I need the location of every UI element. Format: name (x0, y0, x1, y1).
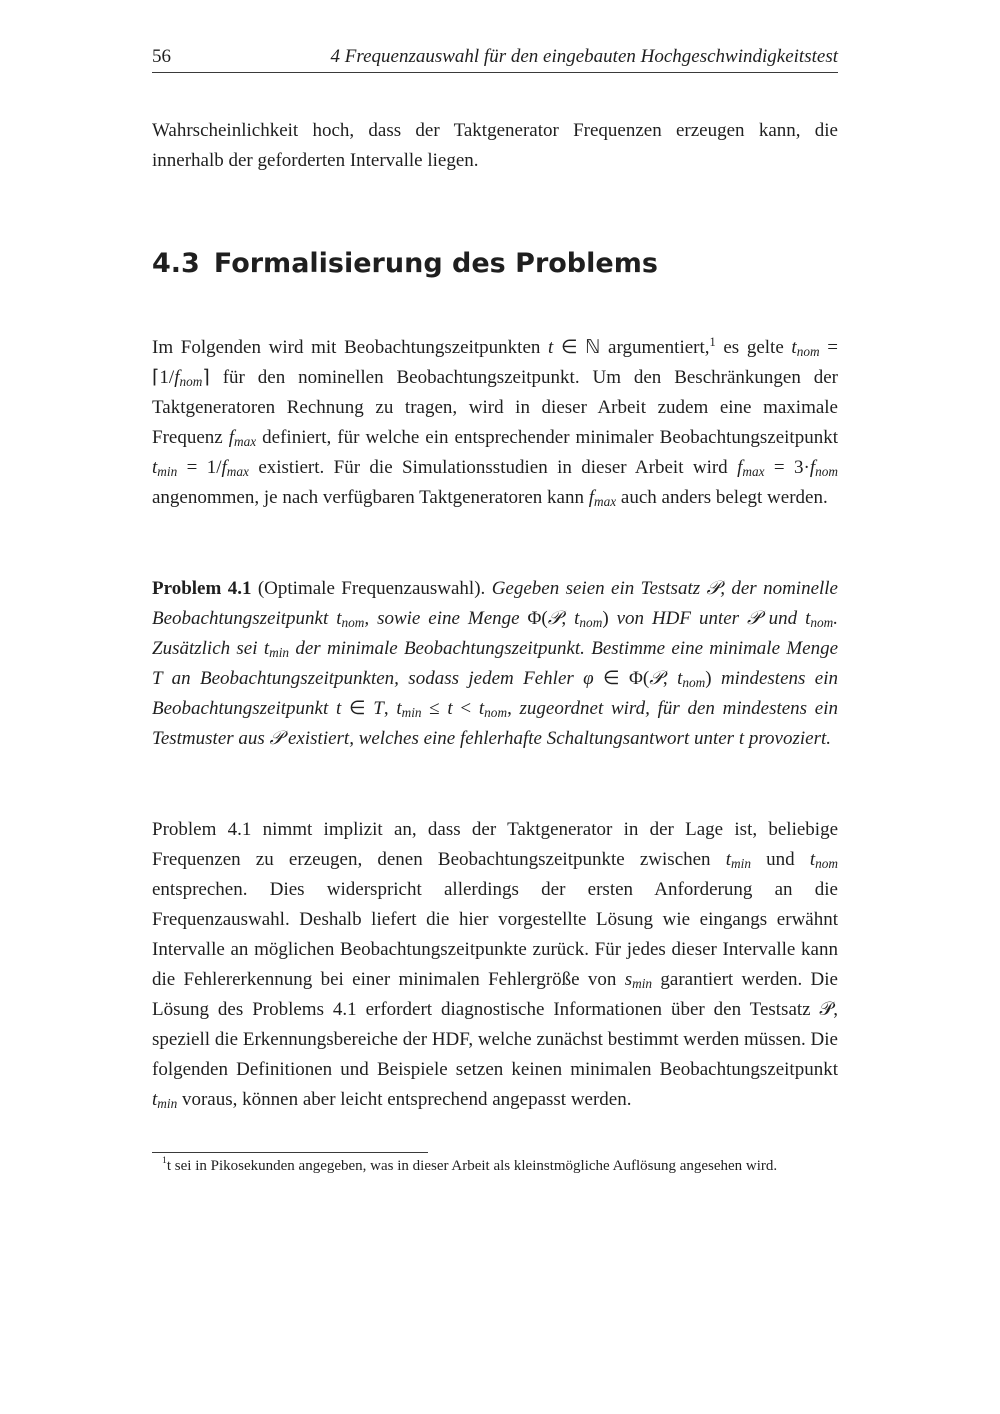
footnote (152, 1156, 860, 1177)
problem-name: (Optimale Frequenzauswahl). (257, 578, 486, 599)
footnote-number: 1 (162, 1155, 167, 1166)
running-title: 4 Frequenzauswahl für den eingebauten Hochgeschwindigkeitstest (330, 46, 838, 67)
intro-line-1: Wahrscheinlichkeit hoch, dass der Taktgenerator Frequenzen erzeugen kann, die (152, 120, 838, 141)
problem-statement: Problem 4.1 (Optimale Frequenzauswahl). Gegeben seien ein Testsatz 𝒫, der nominelle Beobachtungszeitpunkt $t_{nom}$, sowie eine Menge Φ(𝒫, $t_{nom}$) von HDF unter 𝒫 und $t_{nom}$. Zusätzlich sei $t_{min}$ der minimale Beobachtungszeitpunkt. Bestimme eine minimale Menge T an Beobachtungszeitpunkten, sodass jedem Fehler φ ∈ Φ(𝒫, $t_{nom}$) mindestens ein Beobachtungszeitpunkt t ∈ T, $t_{min} \le t < t_{nom}$, zugeordnet wird, für den mindestens ein Testmuster aus 𝒫 existiert, welches eine fehlerhafte Schaltungsantwort unter t provoziert. (152, 578, 839, 749)
intro-paragraph (152, 116, 838, 176)
paragraph-discussion: Problem 4.1 nimmt implizit an, dass der Taktgenerator in der Lage ist, beliebige Frequenzen zu erzeugen, denen Beobachtungszeitpunkte zwischen $t_{min}$ und $t_{nom}$ entsprechen. Dies widerspricht allerdings der ersten Anforderung an die Frequenzauswahl. Deshalb liefert die hier vorgestellte Lösung wie eingangs erwähnt Intervalle an möglichen Beobachtungszeitpunkte zurück. Für jedes dieser Intervalle kann die Fehlererkennung bei einer minimalen Fehlergröße von $s_{min}$ garantiert werden. Die Lösung des Problems 4.1 erfordert diagnostische Informationen über den Testsatz 𝒫, speziell die Erkennungsbereiche der HDF, welche zunächst bestimmt werden müssen. Die folgenden Definitionen und Beispiele setzen keinen minimalen Beobachtungszeitpunkt $t_{min}$ voraus, können aber leicht entsprechend angepasst werden. (152, 819, 838, 1111)
footnote-rule (152, 1152, 428, 1153)
problem-label: Problem 4.1 (152, 578, 252, 599)
section-title: Formalisierung des Problems (213, 248, 658, 279)
paragraph-observation-times: Im Folgenden wird mit Beobachtungszeitpunkten t ∈ ℕ argumentiert,$^1$ es gelte $t_{nom}$ = $⌈1/f_{nom}⌉$ für den nominellen Beobachtungszeitpunkt. Um den Beschränkungen der Taktgeneratoren Rechnung zu tragen, wird in dieser Arbeit zudem eine maximale Frequenz $f_{max}$ definiert, für welche ein entsprechender minimaler Beobachtungszeitpunkt $t_{min} = 1/f_{max}$ existiert. Für die Simulationsstudien in dieser Arbeit wird $f_{max} = 3\cdot f_{nom}$ angenommen, je nach verfügbaren Taktgeneratoren kann $f_{max}$ auch anders belegt werden. (152, 335, 838, 509)
footnote-text: t sei in Pikosekunden angegeben, was in dieser Arbeit als kleinstmögliche Auflösung angesehen wird. (166, 1158, 778, 1174)
running-header (152, 44, 838, 73)
page-number: 56 (152, 46, 171, 67)
intro-line-2: innerhalb der geforderten Intervalle liegen. (152, 150, 479, 171)
section-number: 4.3 (152, 248, 200, 279)
footnote-marker: 1 (709, 335, 716, 349)
section-heading (152, 248, 838, 279)
